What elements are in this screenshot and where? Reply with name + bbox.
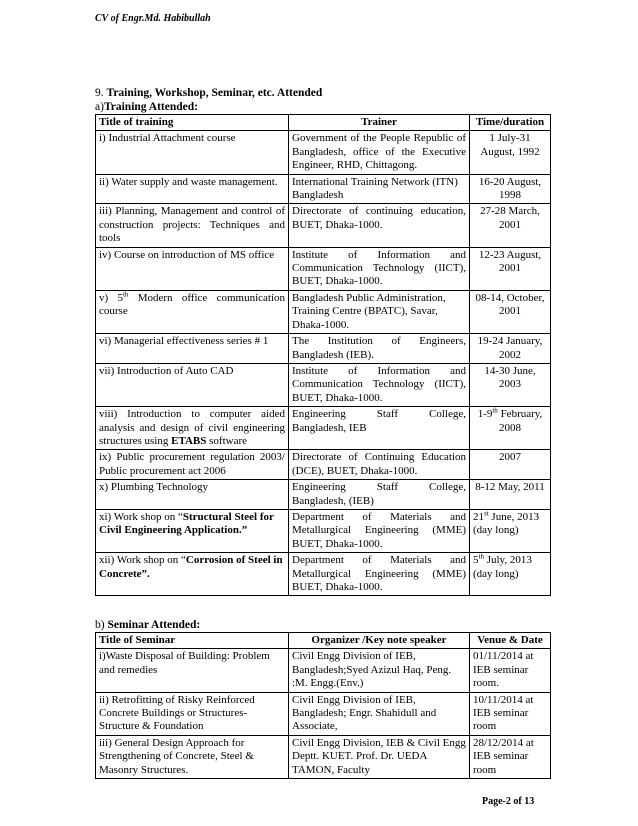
training-time: 1-9th February, 2008 xyxy=(470,407,551,450)
training-time: 12-23 August, 2001 xyxy=(470,247,551,290)
seminar-venue: 28/12/2014 at IEB seminar room xyxy=(470,735,551,778)
training-trainer: Department of Materials and Metallurgical Engineering (MME) BUET, Dhaka-1000. xyxy=(289,553,470,596)
seminar-heading xyxy=(95,618,200,632)
training-time: 27-28 March, 2001 xyxy=(470,204,551,247)
training-title: ii) Water supply and waste management. xyxy=(96,174,289,204)
training-time: 1 July-31 August, 1992 xyxy=(470,131,551,174)
training-trainer: Government of the People Republic of Bangladesh, office of the Executive Engineer, RHD, Chittagong. xyxy=(289,131,470,174)
training-title: vii) Introduction of Auto CAD xyxy=(96,363,289,406)
table-row xyxy=(96,334,551,364)
table-row xyxy=(96,247,551,290)
page-number: Page-2 of 13 xyxy=(482,796,535,807)
training-title: v) 5th Modern office communication course xyxy=(96,290,289,333)
training-title: xii) Work shop on “Corrosion of Steel in Concrete”. xyxy=(96,553,289,596)
training-title: vi) Managerial effectiveness series # 1 xyxy=(96,334,289,364)
training-title: x) Plumbing Technology xyxy=(96,480,289,510)
training-trainer: Institute of Information and Communication Technology (IICT), BUET, Dhaka-1000. xyxy=(289,247,470,290)
training-time: 14-30 June, 2003 xyxy=(470,363,551,406)
training-title: viii) Introduction to computer aided analysis and design of civil engineering structures using ETABS software xyxy=(96,407,289,450)
training-trainer: Directorate of continuing education, BUET, Dhaka-1000. xyxy=(289,204,470,247)
training-trainer: Directorate of Continuing Education (DCE), BUET, Dhaka-1000. xyxy=(289,450,470,480)
table-row xyxy=(96,204,551,247)
seminar-title: i)Waste Disposal of Building: Problem and remedies xyxy=(96,649,289,692)
training-trainer: Institute of Information and Communication Technology (IICT), BUET, Dhaka-1000. xyxy=(289,363,470,406)
column-header: Trainer xyxy=(289,115,470,131)
seminar-label: Seminar Attended: xyxy=(107,619,201,631)
seminar-organizer: Civil Engg Division of IEB, Bangladesh; Engr. Shahidull and Associate, xyxy=(289,692,470,735)
training-time: 8-12 May, 2011 xyxy=(470,480,551,510)
table-row xyxy=(96,407,551,450)
table-row xyxy=(96,649,551,692)
training-trainer: Bangladesh Public Administration, Training Centre (BPATC), Savar, Dhaka-1000. xyxy=(289,290,470,333)
table-row xyxy=(96,553,551,596)
training-trainer: Department of Materials and Metallurgical Engineering (MME) BUET, Dhaka-1000. xyxy=(289,509,470,552)
training-title: iii) Planning, Management and control of construction projects: Techniques and tools xyxy=(96,204,289,247)
table-header-row xyxy=(96,115,551,131)
training-title: xi) Work shop on “Structural Steel for Civil Engineering Application.” xyxy=(96,509,289,552)
table-row xyxy=(96,363,551,406)
column-header: Title of Seminar xyxy=(96,633,289,649)
seminar-title: ii) Retrofitting of Risky Reinforced Concrete Buildings or Structures-Structure & Foundation xyxy=(96,692,289,735)
column-header: Organizer /Key note speaker xyxy=(289,633,470,649)
training-trainer: International Training Network (ITN) Bangladesh xyxy=(289,174,470,204)
seminar-venue: 01/11/2014 at IEB seminar room. xyxy=(470,649,551,692)
seminar-organizer: Civil Engg Division of IEB, Bangladesh;Syed Azizul Haq, Peng. :M. Engg.(Env.) xyxy=(289,649,470,692)
table-row xyxy=(96,174,551,204)
training-table xyxy=(95,114,551,596)
section-number: 9. xyxy=(95,87,104,99)
seminar-venue: 10/11/2014 at IEB seminar room xyxy=(470,692,551,735)
seminar-table xyxy=(95,632,551,779)
page-header: CV of Engr.Md. Habibullah xyxy=(95,13,211,24)
table-row xyxy=(96,692,551,735)
seminar-prefix: b) xyxy=(95,619,105,631)
training-time: 16-20 August, 1998 xyxy=(470,174,551,204)
training-time: 5th July, 2013 (day long) xyxy=(470,553,551,596)
training-label: Training Attended: xyxy=(103,101,198,113)
seminar-title: iii) General Design Approach for Strengthening of Concrete, Steel & Masonry Structures. xyxy=(96,735,289,778)
column-header: Venue & Date xyxy=(470,633,551,649)
training-trainer: Engineering Staff College, Bangladesh, IEB xyxy=(289,407,470,450)
table-row xyxy=(96,131,551,174)
table-row xyxy=(96,480,551,510)
training-title: iv) Course on introduction of MS office xyxy=(96,247,289,290)
table-row xyxy=(96,450,551,480)
training-time: 19-24 January, 2002 xyxy=(470,334,551,364)
training-prefix: a) xyxy=(95,101,104,113)
column-header: Time/duration xyxy=(470,115,551,131)
training-trainer: Engineering Staff College, Bangladesh, (IEB) xyxy=(289,480,470,510)
column-header: Title of training xyxy=(96,115,289,131)
training-time: 21st June, 2013 (day long) xyxy=(470,509,551,552)
section-heading: Training, Workshop, Seminar, etc. Attended xyxy=(106,87,323,99)
training-title: i) Industrial Attachment course xyxy=(96,131,289,174)
table-row xyxy=(96,509,551,552)
table-row xyxy=(96,735,551,778)
training-time: 2007 xyxy=(470,450,551,480)
seminar-organizer: Civil Engg Division, IEB & Civil Engg Deptt. KUET. Prof. Dr. UEDA TAMON, Faculty xyxy=(289,735,470,778)
training-title: ix) Public procurement regulation 2003/ Public procurement act 2006 xyxy=(96,450,289,480)
table-row xyxy=(96,290,551,333)
section-title xyxy=(95,86,322,114)
table-header-row xyxy=(96,633,551,649)
training-time: 08-14, October, 2001 xyxy=(470,290,551,333)
training-trainer: The Institution of Engineers, Bangladesh (IEB). xyxy=(289,334,470,364)
